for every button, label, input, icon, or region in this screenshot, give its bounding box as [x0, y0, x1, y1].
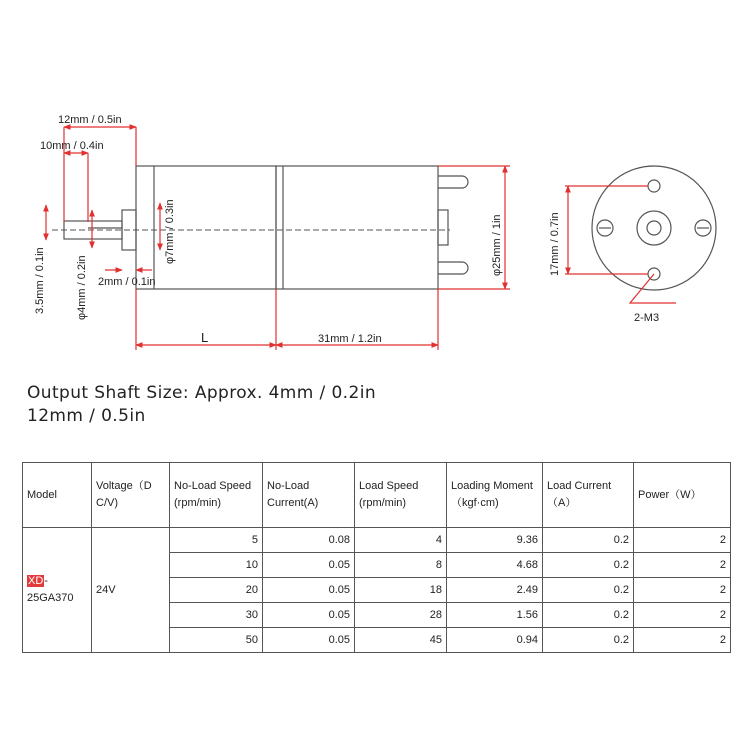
noload-speed-cell: 5	[170, 528, 263, 553]
moment-cell: 0.94	[447, 628, 543, 653]
spec-table	[22, 462, 731, 653]
body-diameter-label: φ25mm / 1in	[491, 214, 503, 276]
load-current-cell: 0.2	[543, 628, 634, 653]
moment-cell: 9.36	[447, 528, 543, 553]
load-speed-cell: 45	[355, 628, 447, 653]
header-power: Power（W）	[634, 463, 731, 528]
flat-depth-label: 3.5mm / 0.1in	[34, 247, 46, 314]
center-boss	[637, 211, 671, 245]
header-load-current: Load Current（A）	[543, 463, 634, 528]
header-noload-speed: No-Load Speed (rpm/min)	[170, 463, 263, 528]
screw-left	[597, 220, 613, 236]
header-voltage: Voltage（D C/V)	[92, 463, 170, 528]
moment-cell: 1.56	[447, 603, 543, 628]
shaft-size-caption: Output Shaft Size: Approx. 4mm / 0.2in	[27, 383, 376, 403]
side-view	[64, 166, 468, 289]
collar-length-label: 2mm / 0.1in	[98, 276, 156, 288]
noload-speed-cell: 10	[170, 553, 263, 578]
load-speed-cell: 28	[355, 603, 447, 628]
gearbox-body	[136, 166, 276, 289]
screw-right	[695, 220, 711, 236]
front-view	[592, 166, 716, 290]
noload-current-cell: 0.05	[263, 578, 355, 603]
terminal-top	[438, 176, 468, 188]
header-load-speed: Load Speed (rpm/min)	[355, 463, 447, 528]
model-suffix: -25GA370	[27, 575, 74, 604]
model-cell	[23, 528, 92, 653]
gearbox-length-label: L	[201, 330, 209, 345]
model-prefix: XD	[28, 575, 44, 587]
moment-cell: 2.49	[447, 578, 543, 603]
table-header-row	[23, 463, 731, 528]
noload-speed-cell: 20	[170, 578, 263, 603]
load-speed-cell: 4	[355, 528, 447, 553]
load-current-cell: 0.2	[543, 603, 634, 628]
header-noload-current: No-Load Current(A)	[263, 463, 355, 528]
motor-dimension-drawing	[0, 0, 750, 370]
noload-current-cell: 0.05	[263, 628, 355, 653]
header-loading-moment: Loading Moment（kgf·cm)	[447, 463, 543, 528]
power-cell: 2	[634, 628, 731, 653]
screw-spec-label: 2-M3	[634, 312, 660, 324]
header-model: Model	[23, 463, 92, 528]
flat-length-label: 10mm / 0.4in	[40, 140, 104, 152]
terminal-bottom	[438, 262, 468, 274]
motor-length-label: 31mm / 1.2in	[318, 333, 382, 345]
power-cell: 2	[634, 553, 731, 578]
load-speed-cell: 8	[355, 553, 447, 578]
voltage-cell: 24V	[92, 528, 170, 653]
load-current-cell: 0.2	[543, 528, 634, 553]
hole-spacing-label: 17mm / 0.7in	[549, 212, 561, 276]
noload-speed-cell: 50	[170, 628, 263, 653]
center-shaft	[647, 221, 661, 235]
collar-diameter-label: φ7mm / 0.3in	[164, 199, 176, 264]
noload-current-cell: 0.05	[263, 553, 355, 578]
power-cell: 2	[634, 528, 731, 553]
shaft-length-label: 12mm / 0.5in	[58, 114, 122, 126]
load-current-cell: 0.2	[543, 578, 634, 603]
mount-hole-top	[648, 180, 660, 192]
noload-current-cell: 0.05	[263, 603, 355, 628]
power-cell: 2	[634, 603, 731, 628]
power-cell: 2	[634, 578, 731, 603]
moment-cell: 4.68	[447, 553, 543, 578]
rear-boss	[438, 210, 448, 245]
shaft-diameter-label: φ4mm / 0.2in	[76, 255, 88, 320]
load-current-cell: 0.2	[543, 553, 634, 578]
motor-body	[276, 166, 438, 289]
shaft-length-caption: 12mm / 0.5in	[27, 406, 146, 426]
noload-speed-cell: 30	[170, 603, 263, 628]
table-row	[23, 528, 731, 553]
load-speed-cell: 18	[355, 578, 447, 603]
noload-current-cell: 0.08	[263, 528, 355, 553]
